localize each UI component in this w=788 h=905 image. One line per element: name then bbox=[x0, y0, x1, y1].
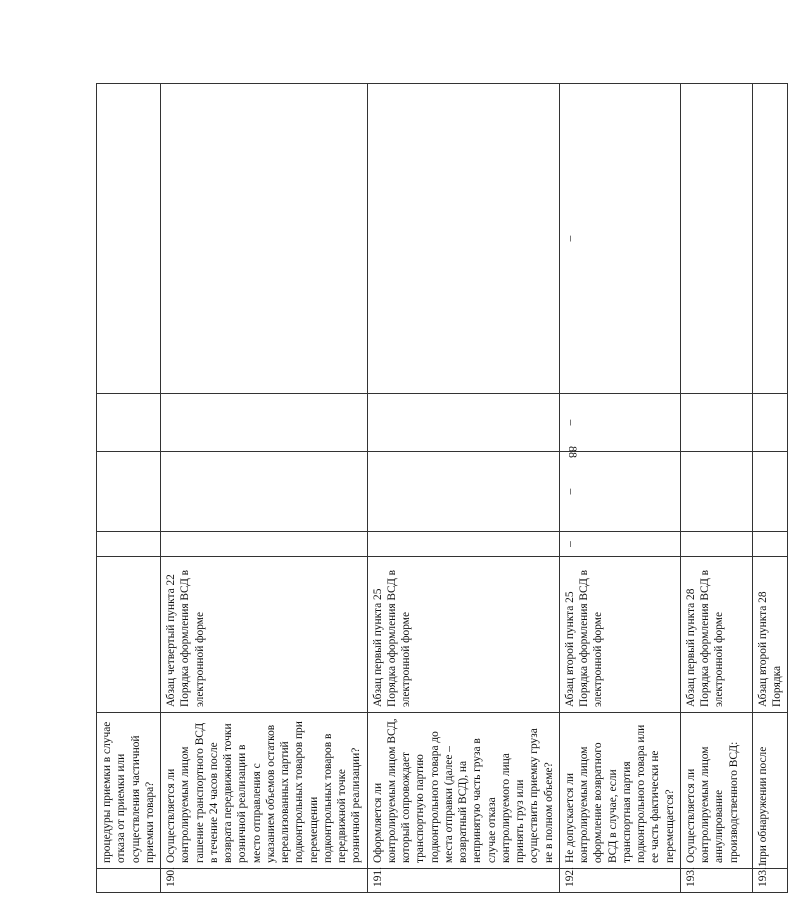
answer-yes-cell bbox=[680, 532, 752, 557]
question-cell: при обнаружении после bbox=[752, 713, 788, 869]
question-cell: процедуры приемки в случае отказа от приемки или осуществления частичной приемки товара? bbox=[97, 713, 161, 869]
checklist-table bbox=[96, 83, 788, 893]
answer-no-cell bbox=[752, 452, 788, 532]
reference-cell: Абзац второй пункта 25 Порядка оформления ВСД в электронной форме bbox=[559, 557, 680, 713]
reference-cell: Абзац первый пункта 25 Порядка оформления ВСД в электронной форме bbox=[367, 557, 559, 713]
table-row bbox=[752, 84, 788, 893]
reference-cell: Абзац второй пункта 28 Порядка bbox=[752, 557, 788, 713]
reference-cell bbox=[97, 557, 161, 713]
answer-na-cell bbox=[680, 394, 752, 452]
row-number bbox=[97, 869, 161, 893]
answer-na-cell: – bbox=[559, 394, 680, 452]
question-cell: Осуществляется ли контролируемым лицом аннулирование производственного ВСД: bbox=[680, 713, 752, 869]
page-number: 88 bbox=[566, 446, 580, 458]
answer-yes-cell bbox=[97, 532, 161, 557]
answer-yes-cell bbox=[161, 532, 368, 557]
question-cell: Не допускается ли контролируемым лицом оформление возвратного ВСД в случае, если транспортная партия подконтрольного товара или ее часть фактически не перемещается? bbox=[559, 713, 680, 869]
rotated-page-content bbox=[96, 84, 783, 893]
reference-cell: Абзац первый пункта 28 Порядка оформления ВСД в электронной форме bbox=[680, 557, 752, 713]
answer-yes-cell bbox=[752, 532, 788, 557]
table-row bbox=[367, 84, 559, 893]
note-cell bbox=[367, 84, 559, 394]
question-cell: Оформляется ли контролируемым лицом ВСД, который сопровождает транспортную партию подконтрольного товара до места отправки (далее – возвратный ВСД), на непринятую часть груза в случае отказа контролируемого лица принять груз или осуществить приемку груза не в полном объеме? bbox=[367, 713, 559, 869]
answer-no-cell bbox=[97, 452, 161, 532]
note-cell: – bbox=[559, 84, 680, 394]
table-row bbox=[680, 84, 752, 893]
table-row bbox=[161, 84, 368, 893]
note-cell bbox=[752, 84, 788, 394]
answer-yes-cell: – bbox=[559, 532, 680, 557]
row-number: 192. bbox=[559, 869, 680, 893]
answer-no-cell bbox=[367, 452, 559, 532]
table-row bbox=[559, 84, 680, 893]
answer-na-cell bbox=[367, 394, 559, 452]
answer-no-cell bbox=[680, 452, 752, 532]
row-number: 193. bbox=[680, 869, 752, 893]
note-cell bbox=[680, 84, 752, 394]
row-number: 191. bbox=[367, 869, 559, 893]
row-number: 190. bbox=[161, 869, 368, 893]
answer-no-cell bbox=[161, 452, 368, 532]
table-row bbox=[97, 84, 161, 893]
note-cell bbox=[97, 84, 161, 394]
reference-cell: Абзац четвертый пункта 22 Порядка оформления ВСД в электронной форме bbox=[161, 557, 368, 713]
answer-yes-cell bbox=[367, 532, 559, 557]
note-cell bbox=[161, 84, 368, 394]
answer-na-cell bbox=[97, 394, 161, 452]
answer-no-cell: – bbox=[559, 452, 680, 532]
row-number: 193.1 bbox=[752, 869, 788, 893]
answer-na-cell bbox=[161, 394, 368, 452]
question-cell: Осуществляется ли контролируемым лицом гашение транспортного ВСД в течение 24 часов после возврата передвижной точки розничной реализации в место отправления с указанием объемов остатков нереализованных партий подконтрольных товаров при перемещении подконтрольных товаров в передвижной точке розничной реализации? bbox=[161, 713, 368, 869]
answer-na-cell bbox=[752, 394, 788, 452]
